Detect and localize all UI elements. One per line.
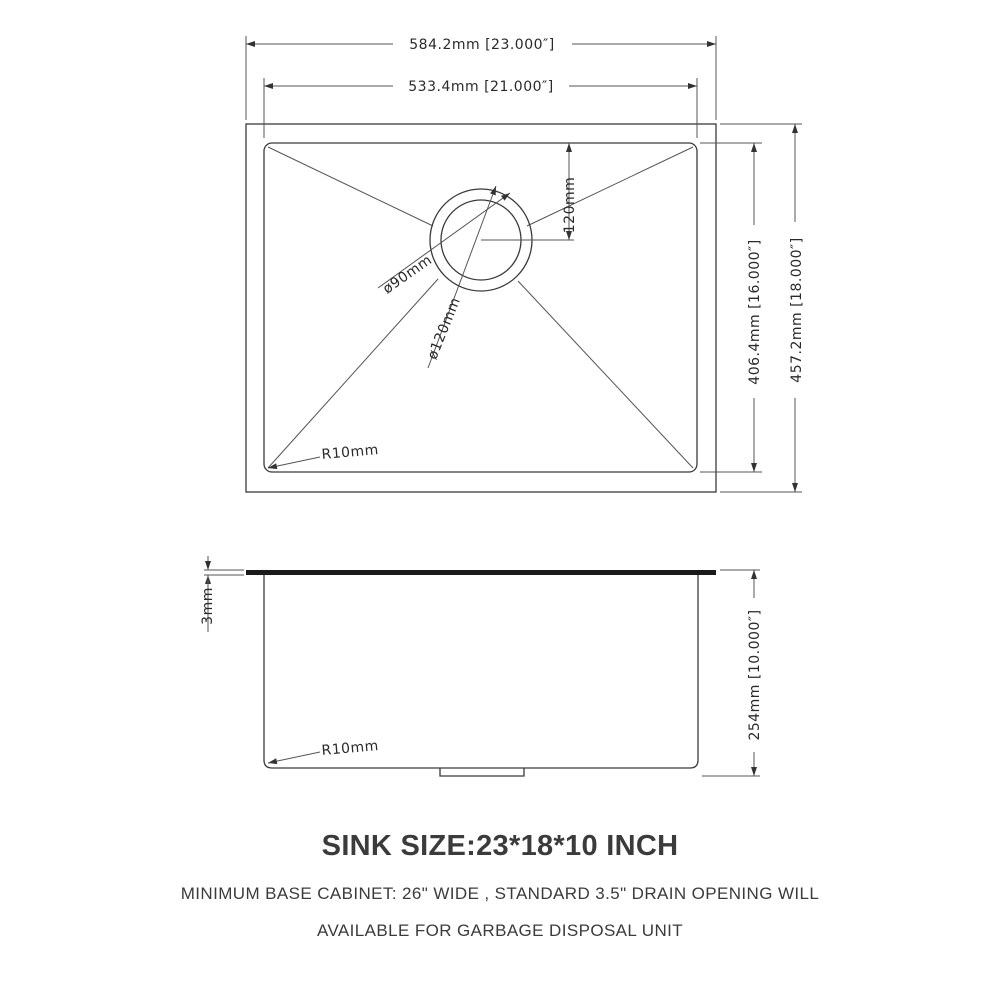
side-corner-radius-label: R10mm (320, 738, 380, 759)
drain-offset-label: 120mm (562, 176, 578, 234)
sink-bowl-outline (264, 143, 697, 472)
overall-depth-label: 457.2mm [18.000″] (789, 237, 805, 383)
sink-outer-outline (246, 124, 716, 492)
bowl-slope-line (518, 281, 693, 468)
drain-hole-label: ø90mm (380, 252, 436, 298)
bowl-slope-line (268, 147, 433, 226)
sink-bowl-side (264, 575, 698, 768)
flange-thickness-label: 3mm (200, 587, 216, 625)
corner-radius-label: R10mm (320, 442, 380, 463)
bowl-slope-line (268, 279, 438, 468)
top-view (246, 36, 805, 492)
bowl-slope-line (527, 147, 693, 226)
side-view (200, 556, 763, 776)
inner-width-label: 533.4mm [21.000″] (408, 79, 554, 95)
overall-width-label: 584.2mm [23.000″] (409, 37, 555, 53)
drain-flange-label: ø120mm (424, 295, 464, 362)
side-corner-radius-leader (268, 752, 320, 763)
inner-depth-label: 406.4mm [16.000″] (747, 239, 763, 385)
drain-stub (440, 768, 524, 776)
sink-flange-side (246, 570, 716, 575)
sink-size-title: SINK SIZE:23*18*10 INCH (321, 830, 679, 862)
cabinet-note-line-2: AVAILABLE FOR GARBAGE DISPOSAL UNIT (316, 921, 684, 940)
bowl-depth-label: 254mm [10.000″] (747, 609, 763, 741)
cabinet-note-line-1: MINIMUM BASE CABINET: 26" WIDE , STANDARD 3.5" DRAIN OPENING WILL (180, 884, 820, 903)
